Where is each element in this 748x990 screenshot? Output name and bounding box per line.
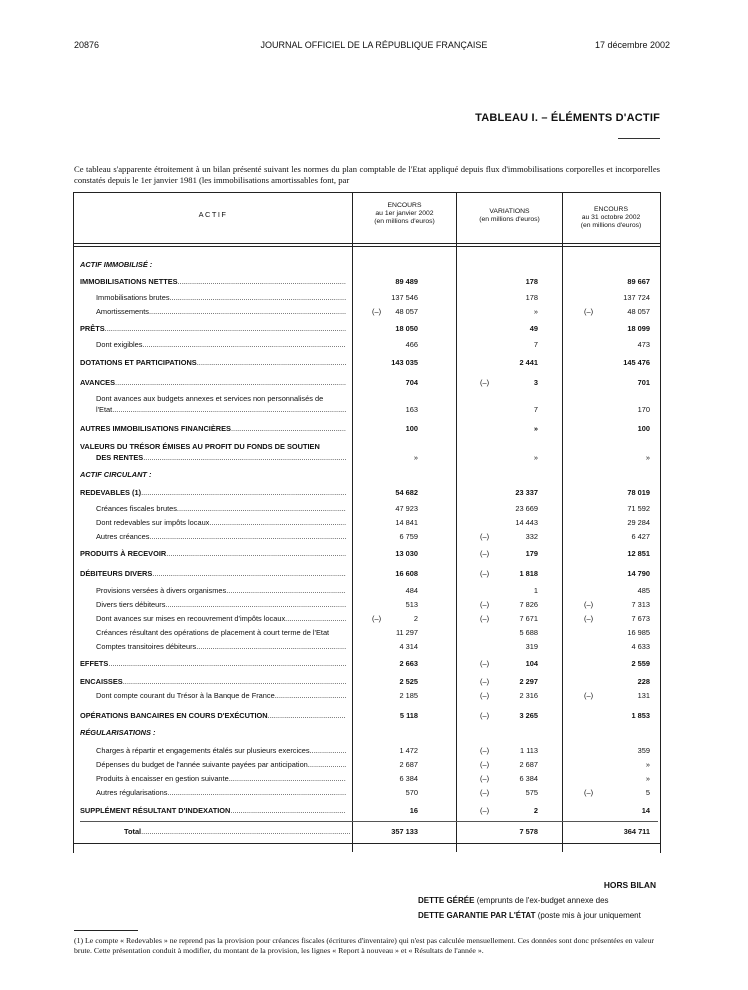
cell-v1: 18 050	[395, 324, 418, 333]
cell-v1: 13 030	[395, 549, 418, 558]
cell-v2: 2 297	[519, 677, 538, 686]
table-title: TABLEAU I. – ÉLÉMENTS D'ACTIF	[475, 112, 660, 124]
cell-v3: 14 790	[627, 569, 650, 578]
col1-line1: ENCOURS	[387, 202, 422, 209]
cell-v2: 1 818	[519, 569, 538, 578]
cell-v3: 12 851	[627, 549, 650, 558]
table-row	[80, 339, 658, 351]
cell-v3: 7 313	[631, 600, 650, 609]
cell-v2: »	[533, 307, 538, 316]
cell-v1: 704	[405, 378, 418, 387]
table-row	[80, 658, 658, 670]
hors-bilan-line1	[418, 896, 609, 905]
row-label: ACTIF CIRCULANT :	[80, 470, 152, 479]
negative-sign: (–)	[480, 378, 490, 387]
col3-line3: (en millions d'euros)	[580, 222, 642, 229]
cell-v2: 1 113	[520, 746, 538, 755]
row-label: Créances fiscales brutes .....	[96, 503, 346, 515]
table-row	[80, 710, 658, 722]
negative-sign: (–)	[584, 600, 594, 609]
negative-sign: (–)	[372, 614, 382, 623]
row-label: Autres régularisations .....	[96, 787, 346, 799]
cell-v1: »	[413, 453, 418, 462]
negative-sign: (–)	[480, 806, 490, 815]
cell-v1: 357 133	[391, 827, 418, 836]
row-label: Comptes transitoires débiteurs .....	[96, 641, 346, 653]
negative-sign: (–)	[480, 711, 490, 720]
cell-v2: 3 265	[519, 711, 538, 720]
col3-line2: au 31 octobre 2002	[581, 214, 641, 221]
table-row	[80, 568, 658, 580]
negative-sign: (–)	[480, 788, 490, 797]
row-label: IMMOBILISATIONS NETTES .....	[80, 276, 346, 288]
dette-geree-label: DETTE GÉRÉE	[418, 896, 475, 905]
table-row	[80, 727, 658, 739]
table-row	[80, 404, 658, 416]
table-bottom-rule	[73, 843, 660, 844]
cell-v3: 137 724	[623, 293, 650, 302]
cell-v2: »	[533, 453, 538, 462]
cell-v2: 6 384	[519, 774, 538, 783]
row-label: Créances résultant des opérations de placement à court terme de l'Etat	[96, 628, 330, 637]
cell-v1: 137 546	[391, 293, 418, 302]
cell-v2: 23 337	[515, 488, 538, 497]
negative-sign: (–)	[480, 677, 490, 686]
cell-v1: 143 035	[391, 358, 418, 367]
table-row	[80, 627, 658, 639]
row-label: AVANCES .....	[80, 377, 346, 389]
col1-line3: (en millions d'euros)	[374, 218, 435, 225]
cell-v3: »	[645, 453, 650, 462]
row-label: AUTRES IMMOBILISATIONS FINANCIÈRES .....	[80, 423, 346, 435]
cell-v3: 7 673	[631, 614, 650, 623]
negative-sign: (–)	[480, 774, 490, 783]
cell-v1: 47 923	[395, 504, 418, 513]
cell-v3: 6 427	[631, 532, 650, 541]
table-row	[80, 276, 658, 288]
table-row	[80, 531, 658, 543]
row-label: Dont avances sur mises en recouvrement d'impôts locaux .....	[96, 613, 346, 625]
table-row	[80, 676, 658, 688]
col-header-encours-jan	[353, 202, 456, 226]
cell-v3: 131	[637, 691, 650, 700]
table-row	[80, 787, 658, 799]
footnote: (1) Le compte « Redevables » ne reprend pas la provision pour créances fiscales (écritures d'inventaire) qui n'est pas calculée mensuellement. Ces données sont donc présentées en valeur brute. Cette présentation conduit à modifier, du montant de la provision, les lignes « Report à nouveau » et « Résultats de l'année ».	[74, 936, 654, 955]
cell-v3: 145 476	[623, 358, 650, 367]
row-label: Charges à répartir et engagements étalés sur plusieurs exercices .....	[96, 745, 346, 757]
cell-v2: 179	[525, 549, 538, 558]
cell-v3: 359	[637, 746, 650, 755]
cell-v3: 2 559	[631, 659, 650, 668]
cell-v2: 2 316	[519, 691, 538, 700]
cell-v1: 2	[413, 614, 418, 623]
cell-v3: 170	[637, 405, 650, 414]
table-row	[80, 599, 658, 611]
dette-geree-text: (emprunts de l'ex-budget annexe des	[476, 896, 609, 905]
negative-sign: (–)	[372, 307, 382, 316]
table-row	[80, 323, 658, 335]
cell-v1: 11 297	[395, 628, 418, 637]
negative-sign: (–)	[480, 549, 490, 558]
row-label: EFFETS .....	[80, 658, 346, 670]
col-header-variations	[457, 208, 562, 224]
row-label: DES RENTES .....	[96, 452, 346, 464]
table-row	[80, 690, 658, 702]
negative-sign: (–)	[584, 788, 594, 797]
cell-v1: 14 841	[395, 518, 418, 527]
row-label: ACTIF IMMOBILISÉ :	[80, 260, 153, 269]
hors-bilan-title: HORS BILAN	[603, 880, 656, 890]
cell-v3: 228	[637, 677, 650, 686]
cell-v2: 7 578	[519, 827, 538, 836]
row-label: SUPPLÉMENT RÉSULTANT D'INDEXATION .....	[80, 805, 346, 817]
negative-sign: (–)	[480, 760, 490, 769]
cell-v3: 100	[637, 424, 650, 433]
cell-v1: 2 525	[399, 677, 418, 686]
cell-v3: 78 019	[627, 488, 650, 497]
table-row	[80, 759, 658, 771]
negative-sign: (–)	[584, 614, 594, 623]
row-label: OPÉRATIONS BANCAIRES EN COURS D'EXÉCUTION .....	[80, 710, 346, 722]
negative-sign: (–)	[480, 746, 490, 755]
negative-sign: (–)	[480, 691, 490, 700]
cell-v2: 3	[533, 378, 538, 387]
negative-sign: (–)	[480, 659, 490, 668]
table-row	[80, 773, 658, 785]
table-row	[80, 745, 658, 757]
row-label: l'Etat .....	[96, 404, 346, 416]
cell-v2: 7	[533, 405, 538, 414]
cell-v3: 701	[637, 378, 650, 387]
footnote-rule	[74, 930, 138, 931]
cell-v1: 89 489	[395, 277, 418, 286]
cell-v3: 89 667	[627, 277, 650, 286]
row-label: Dont exigibles .....	[96, 339, 346, 351]
cell-v2: »	[533, 424, 538, 433]
col1-line2: au 1er janvier 2002	[375, 210, 434, 217]
table-row	[80, 548, 658, 560]
row-label: Provisions versées à divers organismes .....	[96, 585, 346, 597]
col2-line1: VARIATIONS	[489, 208, 530, 215]
table-row	[80, 306, 658, 318]
negative-sign: (–)	[480, 532, 490, 541]
cell-v2: 575	[525, 788, 538, 797]
row-label: VALEURS DU TRÉSOR ÉMISES AU PROFIT DU FONDS DE SOUTIEN	[80, 442, 320, 451]
header-rule	[73, 243, 660, 244]
table-row	[80, 487, 658, 499]
table-row	[80, 292, 658, 304]
cell-v3: 485	[637, 586, 650, 595]
row-label: Produits à encaisser en gestion suivante .....	[96, 773, 346, 785]
cell-v3: 364 711	[623, 827, 650, 836]
table-row	[80, 423, 658, 435]
cell-v1: 2 663	[399, 659, 418, 668]
cell-v2: 178	[525, 277, 538, 286]
table-row	[80, 805, 658, 817]
cell-v1: 570	[405, 788, 418, 797]
cell-v1: 16 608	[395, 569, 418, 578]
cell-v2: 49	[529, 324, 538, 333]
cell-v1: 513	[405, 600, 418, 609]
negative-sign: (–)	[584, 691, 594, 700]
cell-v2: 319	[525, 642, 538, 651]
cell-v2: 2 687	[519, 760, 538, 769]
cell-v1: 484	[405, 586, 418, 595]
cell-v2: 1	[533, 586, 538, 595]
journal-title: JOURNAL OFFICIEL DE LA RÉPUBLIQUE FRANÇAISE	[260, 40, 488, 50]
page-number: 20876	[74, 40, 100, 50]
cell-v3: 18 099	[627, 324, 650, 333]
table-row	[80, 259, 658, 271]
table-row	[80, 503, 658, 515]
cell-v2: 178	[525, 293, 538, 302]
cell-v1: 16	[409, 806, 418, 815]
row-label: RÉGULARISATIONS :	[80, 728, 156, 737]
cell-v2: 332	[525, 532, 538, 541]
cell-v3: 473	[637, 340, 650, 349]
row-label: DÉBITEURS DIVERS .....	[80, 568, 346, 580]
cell-v3: 14	[641, 806, 650, 815]
row-label: Dépenses du budget de l'année suivante payées par anticipation .....	[96, 759, 346, 771]
row-label: Divers tiers débiteurs .....	[96, 599, 346, 611]
table-row	[80, 641, 658, 653]
cell-v1: 4 314	[399, 642, 418, 651]
negative-sign: (–)	[480, 600, 490, 609]
title-underline	[618, 138, 660, 139]
cell-v3: »	[645, 774, 650, 783]
row-label: DOTATIONS ET PARTICIPATIONS .....	[80, 357, 346, 369]
cell-v1: 466	[405, 340, 418, 349]
col-header-encours-oct	[563, 206, 659, 230]
col3-line1: ENCOURS	[594, 206, 628, 213]
total-row	[80, 826, 658, 838]
cell-v3: 1 853	[631, 711, 650, 720]
total-rule	[80, 821, 658, 822]
cell-v1: 54 682	[395, 488, 418, 497]
negative-sign: (–)	[480, 614, 490, 623]
cell-v1: 163	[405, 405, 418, 414]
row-label: Total .....	[124, 826, 350, 838]
cell-v3: 48 057	[627, 307, 650, 316]
row-label: PRODUITS À RECEVOIR .....	[80, 548, 346, 560]
header-rule-2	[73, 246, 660, 247]
negative-sign: (–)	[584, 307, 594, 316]
cell-v3: 5	[645, 788, 650, 797]
row-label: PRÊTS .....	[80, 323, 346, 335]
cell-v2: 23 669	[515, 504, 538, 513]
cell-v3: 16 985	[627, 628, 650, 637]
cell-v2: 7 826	[519, 600, 538, 609]
cell-v1: 2 185	[399, 691, 418, 700]
row-label: Dont avances aux budgets annexes et services non personnalisés de	[96, 394, 324, 403]
cell-v3: 71 592	[627, 504, 650, 513]
row-label: Dont redevables sur impôts locaux .....	[96, 517, 346, 529]
cell-v2: 5 688	[519, 628, 538, 637]
table-row	[80, 452, 658, 464]
table-row	[80, 585, 658, 597]
cell-v2: 2	[533, 806, 538, 815]
col-header-actif: ACTIF	[198, 210, 228, 219]
table-row	[80, 377, 658, 389]
hors-bilan-line2	[418, 911, 641, 920]
negative-sign: (–)	[480, 569, 490, 578]
col2-line2: (en millions d'euros)	[479, 216, 540, 223]
row-label: Autres créances .....	[96, 531, 346, 543]
cell-v2: 104	[525, 659, 538, 668]
cell-v1: 1 472	[399, 746, 418, 755]
row-label: Dont compte courant du Trésor à la Banque de France .....	[96, 690, 346, 702]
cell-v1: 6 384	[399, 774, 418, 783]
dette-garantie-text: (poste mis à jour uniquement	[537, 911, 641, 920]
dette-garantie-label: DETTE GARANTIE PAR L'ÉTAT	[418, 911, 536, 920]
table-row	[80, 357, 658, 369]
intro-paragraph: Ce tableau s'apparente étroitement à un bilan présenté suivant les normes du plan comptable de l'Etat appliqué depuis flux d'immobilisations corporelles et incorporelles constatés depuis le 1er janvier 1981 (les immobilisations amortissables font, par	[74, 164, 660, 185]
cell-v3: »	[645, 760, 650, 769]
issue-date: 17 décembre 2002	[594, 40, 670, 50]
cell-v2: 7	[533, 340, 538, 349]
cell-v1: 48 057	[395, 307, 418, 316]
row-label: ENCAISSES .....	[80, 676, 346, 688]
cell-v1: 6 759	[399, 532, 418, 541]
cell-v1: 5 118	[399, 711, 418, 720]
cell-v2: 2 441	[519, 358, 538, 367]
cell-v1: 2 687	[399, 760, 418, 769]
row-label: REDEVABLES (1) .....	[80, 487, 346, 499]
cell-v2: 7 671	[519, 614, 538, 623]
table-row	[80, 613, 658, 625]
row-label: Amortissements .....	[96, 306, 346, 318]
cell-v3: 4 633	[631, 642, 650, 651]
cell-v1: 100	[405, 424, 418, 433]
table-row	[80, 469, 658, 481]
row-label: Immobilisations brutes .....	[96, 292, 346, 304]
cell-v2: 14 443	[515, 518, 538, 527]
cell-v3: 29 284	[627, 518, 650, 527]
table-row	[80, 517, 658, 529]
